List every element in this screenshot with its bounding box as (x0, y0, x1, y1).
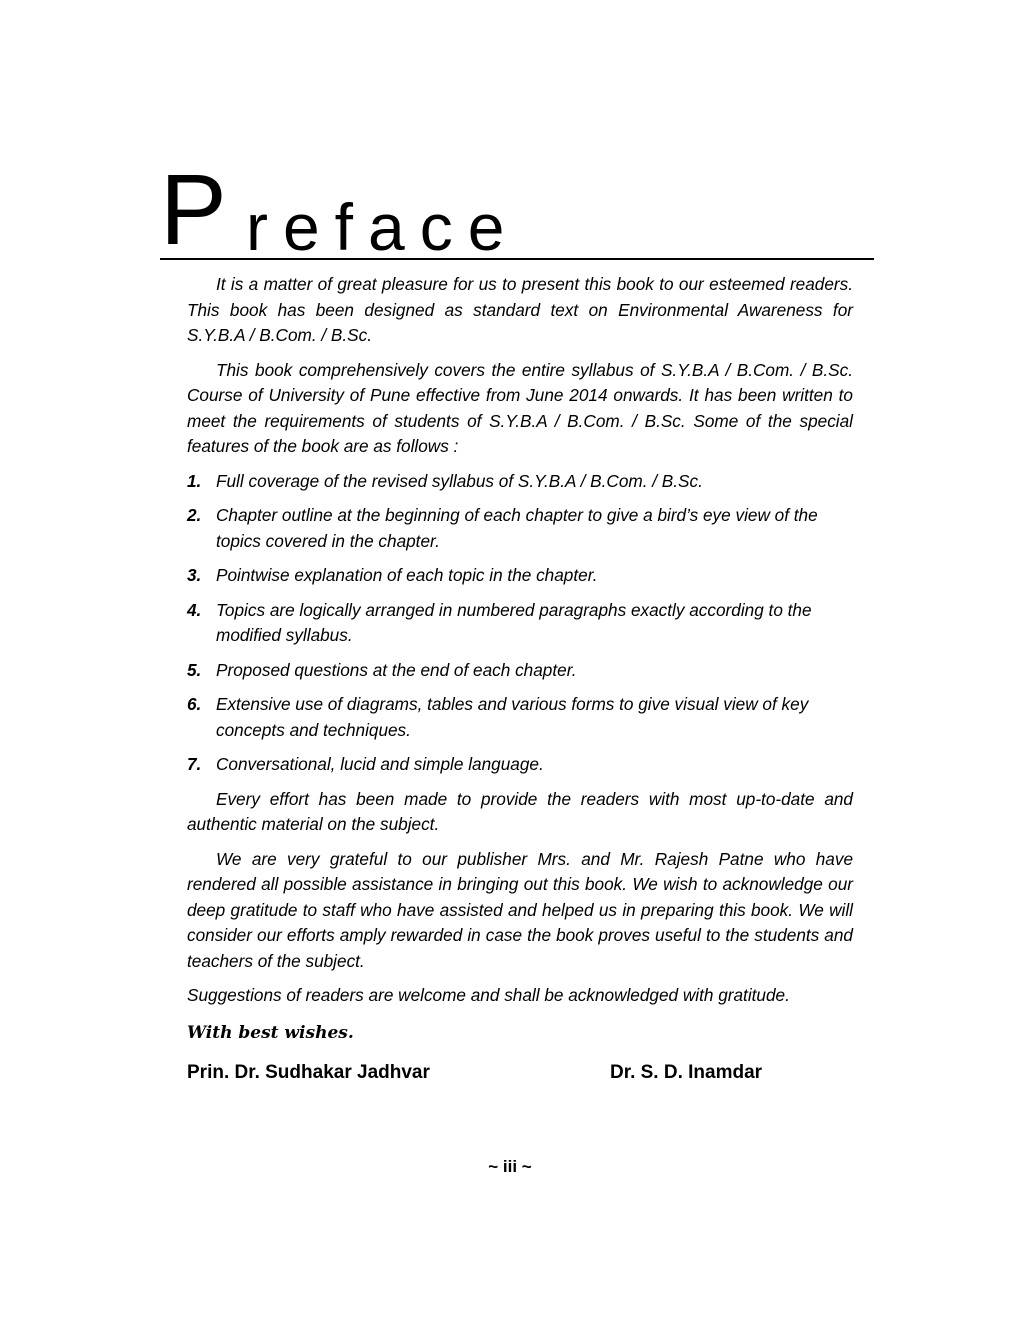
feature-text: Pointwise explanation of each topic in the chapter. (216, 565, 598, 585)
heading-initial: P (160, 154, 227, 266)
intro-paragraph: It is a matter of great pleasure for us to present this book to our esteemed readers. This book has been designed as standard text on Environmental Awareness for S.Y.B.A / B.Com. / B.Sc. (187, 274, 853, 345)
feature-item (187, 563, 853, 589)
heading-rest: reface (246, 190, 520, 264)
feature-number: 4. (187, 599, 202, 620)
feature-text: Proposed questions at the end of each chapter. (216, 659, 577, 680)
closing-wishes: With best wishes. (187, 1023, 354, 1043)
coverage-paragraph: This book comprehensively covers the entire syllabus of S.Y.B.A / B.Com. / B.Sc. Course of University of Pune effective from June 2014 onwards. It has been written to meet the requirements of students of S.Y.B.A / B.Com. / B.Sc. Some of the special features of the book are as follows : (187, 359, 853, 456)
feature-text: Conversational, lucid and simple language. (216, 754, 544, 774)
feature-number: 6. (187, 694, 202, 714)
feature-text: Chapter outline at the beginning of each chapter to give a bird’s eye view of the topics covered in the chapter. (216, 505, 818, 551)
suggestions-paragraph: Suggestions of readers are welcome and shall be acknowledged with gratitude. (187, 985, 790, 1005)
feature-item (187, 469, 853, 495)
signature-left: Prin. Dr. Sudhakar Jadhvar (187, 1062, 430, 1083)
feature-item (187, 658, 853, 684)
feature-number: 1. (187, 470, 202, 491)
feature-item (187, 503, 853, 554)
feature-number: 2. (187, 505, 202, 525)
preface-body (187, 272, 853, 1018)
page-number: ~ iii ~ (488, 1157, 532, 1176)
preface-heading (160, 150, 874, 266)
effort-paragraph: Every effort has been made to provide the readers with most up-to-date and authentic material on the subject. (187, 788, 853, 834)
signature-right: Dr. S. D. Inamdar (610, 1062, 763, 1083)
feature-text: Full coverage of the revised syllabus of S.Y.B.A / B.Com. / B.Sc. (216, 470, 703, 491)
feature-text: Topics are logically arranged in numbered paragraphs exactly according to the modified syllabus. (216, 599, 812, 645)
feature-item (187, 752, 853, 778)
feature-item (187, 598, 853, 649)
feature-number: 3. (187, 565, 202, 585)
feature-item (187, 692, 853, 743)
feature-number: 5. (187, 659, 202, 680)
gratitude-paragraph: We are very grateful to our publisher Mrs. and Mr. Rajesh Patne who have rendered all possible assistance in bringing out this book. We wish to acknowledge our deep gratitude to staff who have assisted and helped us in preparing this book. We will consider our efforts amply rewarded in case the book proves useful to the students and teachers of the subject. (187, 848, 853, 971)
feature-number: 7. (187, 754, 202, 774)
feature-text: Extensive use of diagrams, tables and various forms to give visual view of key concepts and techniques. (216, 694, 809, 740)
